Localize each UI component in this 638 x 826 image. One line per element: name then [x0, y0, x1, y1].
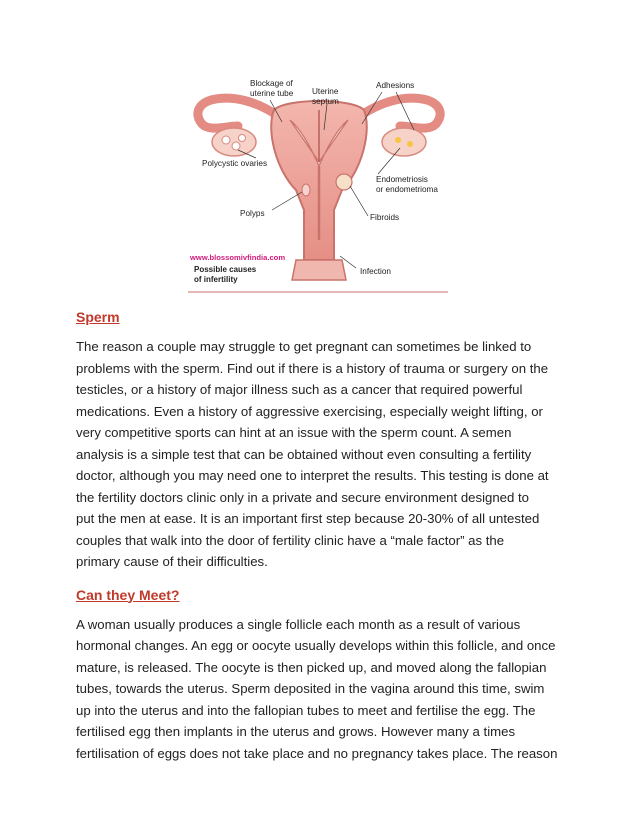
section-heading-can-they-meet: Can they Meet? — [76, 586, 180, 603]
text-line: testicles, or a history of major illness such as a cancer that required powerful — [76, 382, 523, 397]
article-body — [76, 306, 576, 764]
label-fibroids: Fibroids — [370, 213, 400, 222]
label-blockage-1: Blockage of — [250, 79, 293, 88]
text-line: A woman usually produces a single follicle each month as a result of various — [76, 616, 521, 632]
label-adhesions: Adhesions — [376, 81, 415, 90]
text-line: tubes, towards the uterus. Sperm deposited in the vagina around this time, swim — [76, 681, 545, 696]
text-line: put the men at ease. It is an important first step because 20-30% of all untested — [76, 511, 540, 526]
text-line: couples that walk into the door of fertility clinic have a “male factor” as the — [76, 532, 505, 548]
text-line: fertilised egg then implants in the uterus and grows. However many a times — [76, 724, 516, 739]
text-line: medications. Even a history of aggressive exercising, especially weight lifting, or — [76, 403, 543, 419]
text-line: doctor, although you may need one to interpret the results. This testing is done at — [76, 468, 549, 483]
section-heading-sperm: Sperm — [76, 309, 120, 325]
caption-line-2: of infertility — [194, 275, 238, 284]
text-line: fertilisation of eggs does not take place and no pregnancy takes place. The reason — [76, 745, 558, 761]
infertility-diagram — [186, 70, 452, 294]
text-line: hormonal changes. An egg or oocyte usually develops within this follicle, and once — [76, 638, 556, 653]
caption-line-1: Possible causes — [194, 265, 257, 274]
label-septum-1: Uterine — [312, 87, 339, 96]
label-septum-2: septum — [312, 97, 339, 106]
label-polycystic: Polycystic ovaries — [202, 159, 268, 168]
label-polyps: Polyps — [240, 209, 265, 218]
text-line: problems with the sperm. Find out if there is a history of trauma or surgery on the — [76, 360, 549, 376]
text-line: up into the uterus and into the fallopian tubes to meet and fertilise the egg. The — [76, 702, 536, 718]
text-line: the fertility doctors clinic only in a private and secure environment designed to — [76, 489, 530, 505]
text-line: analysis is a simple test that can be obtained without even consulting a fertility — [76, 446, 532, 462]
text-line: very competitive sports can hint at an issue with the sperm count. A semen — [76, 425, 512, 440]
text-line: The reason a couple may struggle to get pregnant can sometimes be linked to — [76, 339, 532, 354]
label-infection: Infection — [360, 267, 391, 276]
label-endo-1: Endometriosis — [376, 175, 428, 184]
label-endo-2: or endometrioma — [376, 185, 438, 194]
text-line: mature, is released. The oocyte is then picked up, and moved along the fallopian — [76, 659, 547, 675]
label-url: www.blossomivfindia.com — [190, 253, 286, 262]
text-line: primary cause of their difficulties. — [76, 554, 268, 569]
uterus-illustration — [186, 70, 452, 294]
section-paragraph-can-they-meet — [76, 614, 576, 765]
label-blockage-2: uterine tube — [250, 89, 294, 98]
section-paragraph-sperm — [76, 336, 576, 573]
